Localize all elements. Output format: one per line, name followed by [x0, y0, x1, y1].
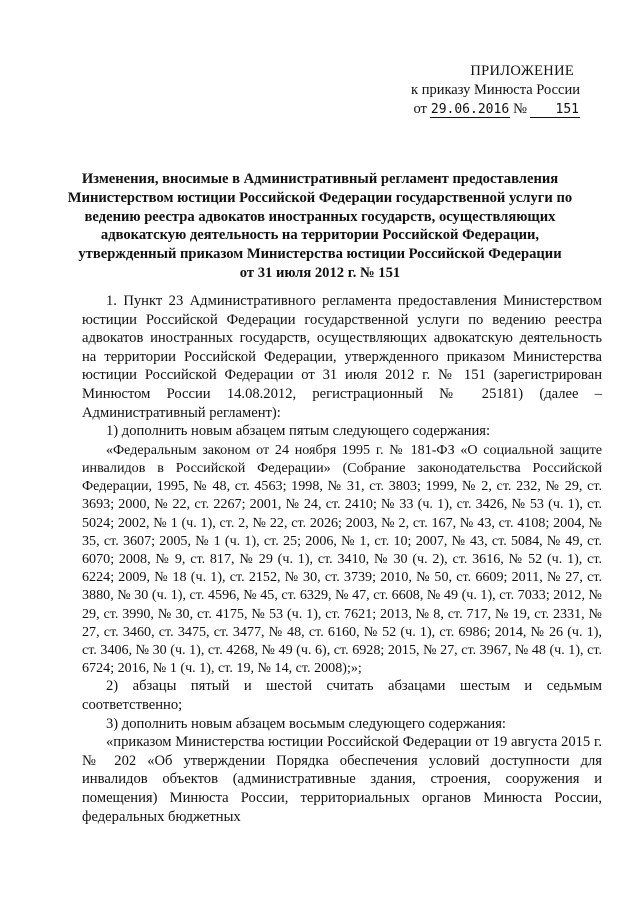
annex-stamp	[350, 62, 580, 119]
paragraph-subitem-1: 1) дополнить новым абзацем пятым следующего содержания:	[106, 423, 491, 440]
heading-line: Изменения, вносимые в Административный регламент предоставления	[81, 171, 559, 187]
heading-line: утвержденный приказом Министерства юстиции Российской Федерации	[78, 246, 562, 263]
annex-number-value: 151	[530, 102, 580, 118]
annex-title: ПРИЛОЖЕНИЕ	[470, 63, 574, 79]
paragraph-order-citation: «приказом Министерства юстиции Российской Федерации от 19 августа 2015 г. № 202 «Об утверждении Порядка обеспечения условий доступности для инвалидов объектов (административные здания, строения, сооружения и помещения) Минюста России, территориальных органов Минюста России, федеральных бюджетных	[82, 734, 602, 825]
annex-order-line: к приказу Минюста России	[411, 82, 580, 98]
heading-line: от 31 июля 2012 г. № 151	[239, 264, 401, 281]
annex-date-value: 29.06.2016	[430, 102, 510, 117]
document-heading	[60, 170, 580, 283]
heading-line: Министерством юстиции Российской Федерации государственной услуги по	[67, 189, 573, 206]
paragraph-subitem-3: 3) дополнить новым абзацем восьмым следующего содержания:	[106, 715, 506, 732]
paragraph-subitem-2: 2) абзацы пятый и шестой считать абзацами шестым и седьмым соответственно;	[82, 678, 602, 713]
heading-line: ведению реестра адвокатов иностранных государств, осуществляющих	[84, 208, 556, 225]
paragraph-law-citation: «Федеральным законом от 24 ноября 1995 г. № 181-ФЗ «О социальной защите инвалидов в Российской Федерации» (Собрание законодательства Российской Федерации, 1995, № 48, ст. 4563; 1998, № 31, ст. 3803; 1999, № 2, ст. 232, № 29, ст. 3693; 2000, № 22, ст. 2267; 2001, № 24, ст. 2410; № 33 (ч. 1), ст. 3426, № 53 (ч. 1), ст. 5024; 2002, № 1 (ч. 1), ст. 2, № 22, ст. 2026; 2003, № 2, ст. 167, № 43, ст. 4108; 2004, № 35, ст. 3607; 2005, № 1 (ч. 1), ст. 25; 2006, № 1, ст. 10; 2007, № 43, ст. 5084, № 49, ст. 6070; 2008, № 9, ст. 817, № 29 (ч. 1), ст. 3410, № 30 (ч. 2), ст. 3616, № 52 (ч. 1), ст. 6224; 2009, № 18 (ч. 1), ст. 2152, № 30, ст. 3739; 2010, № 50, ст. 6609; 2011, № 27, ст. 3880, № 30 (ч. 1), ст. 4596, № 45, ст. 6329, № 47, ст. 6608, № 49 (ч. 1), ст. 7033; 2012, № 29, ст. 3990, № 30, ст. 4175, № 53 (ч. 1), ст. 7621; 2013, № 8, ст. 717, № 19, ст. 2331, № 27, ст. 3460, ст. 3475, ст. 3477, № 48, ст. 6160, № 52 (ч. 1), ст. 6986; 2014, № 26 (ч. 1), ст. 3406, № 30 (ч. 1), ст. 4268, № 49 (ч. 6), ст. 6928; 2015, № 27, ст. 3967, № 48 (ч. 1), ст. 6724; 2016, № 1 (ч. 1), ст. 19, № 14, ст. 2008);»;	[82, 441, 602, 677]
paragraph-item-1: 1. Пункт 23 Административного регламента предоставления Министерством юстиции Российской Федерации государственной услуги по ведению реестра адвокатов иностранных государств, осуществляющих адвокатскую деятельность на территории Российской Федерации, утвержденного приказом Министерства юстиции Российской Федерации от 31 июля 2012 г. № 151 (зарегистрирован Минюстом России 14.08.2012, регистрационный № 25181) (далее – Административный регламент):	[82, 293, 602, 421]
heading-line: адвокатскую деятельность на территории Российской Федерации,	[100, 227, 540, 244]
annex-date-prefix: от	[413, 101, 427, 117]
annex-number-sign: №	[513, 101, 527, 117]
document-body	[82, 292, 602, 825]
annex-date-row	[350, 100, 580, 119]
